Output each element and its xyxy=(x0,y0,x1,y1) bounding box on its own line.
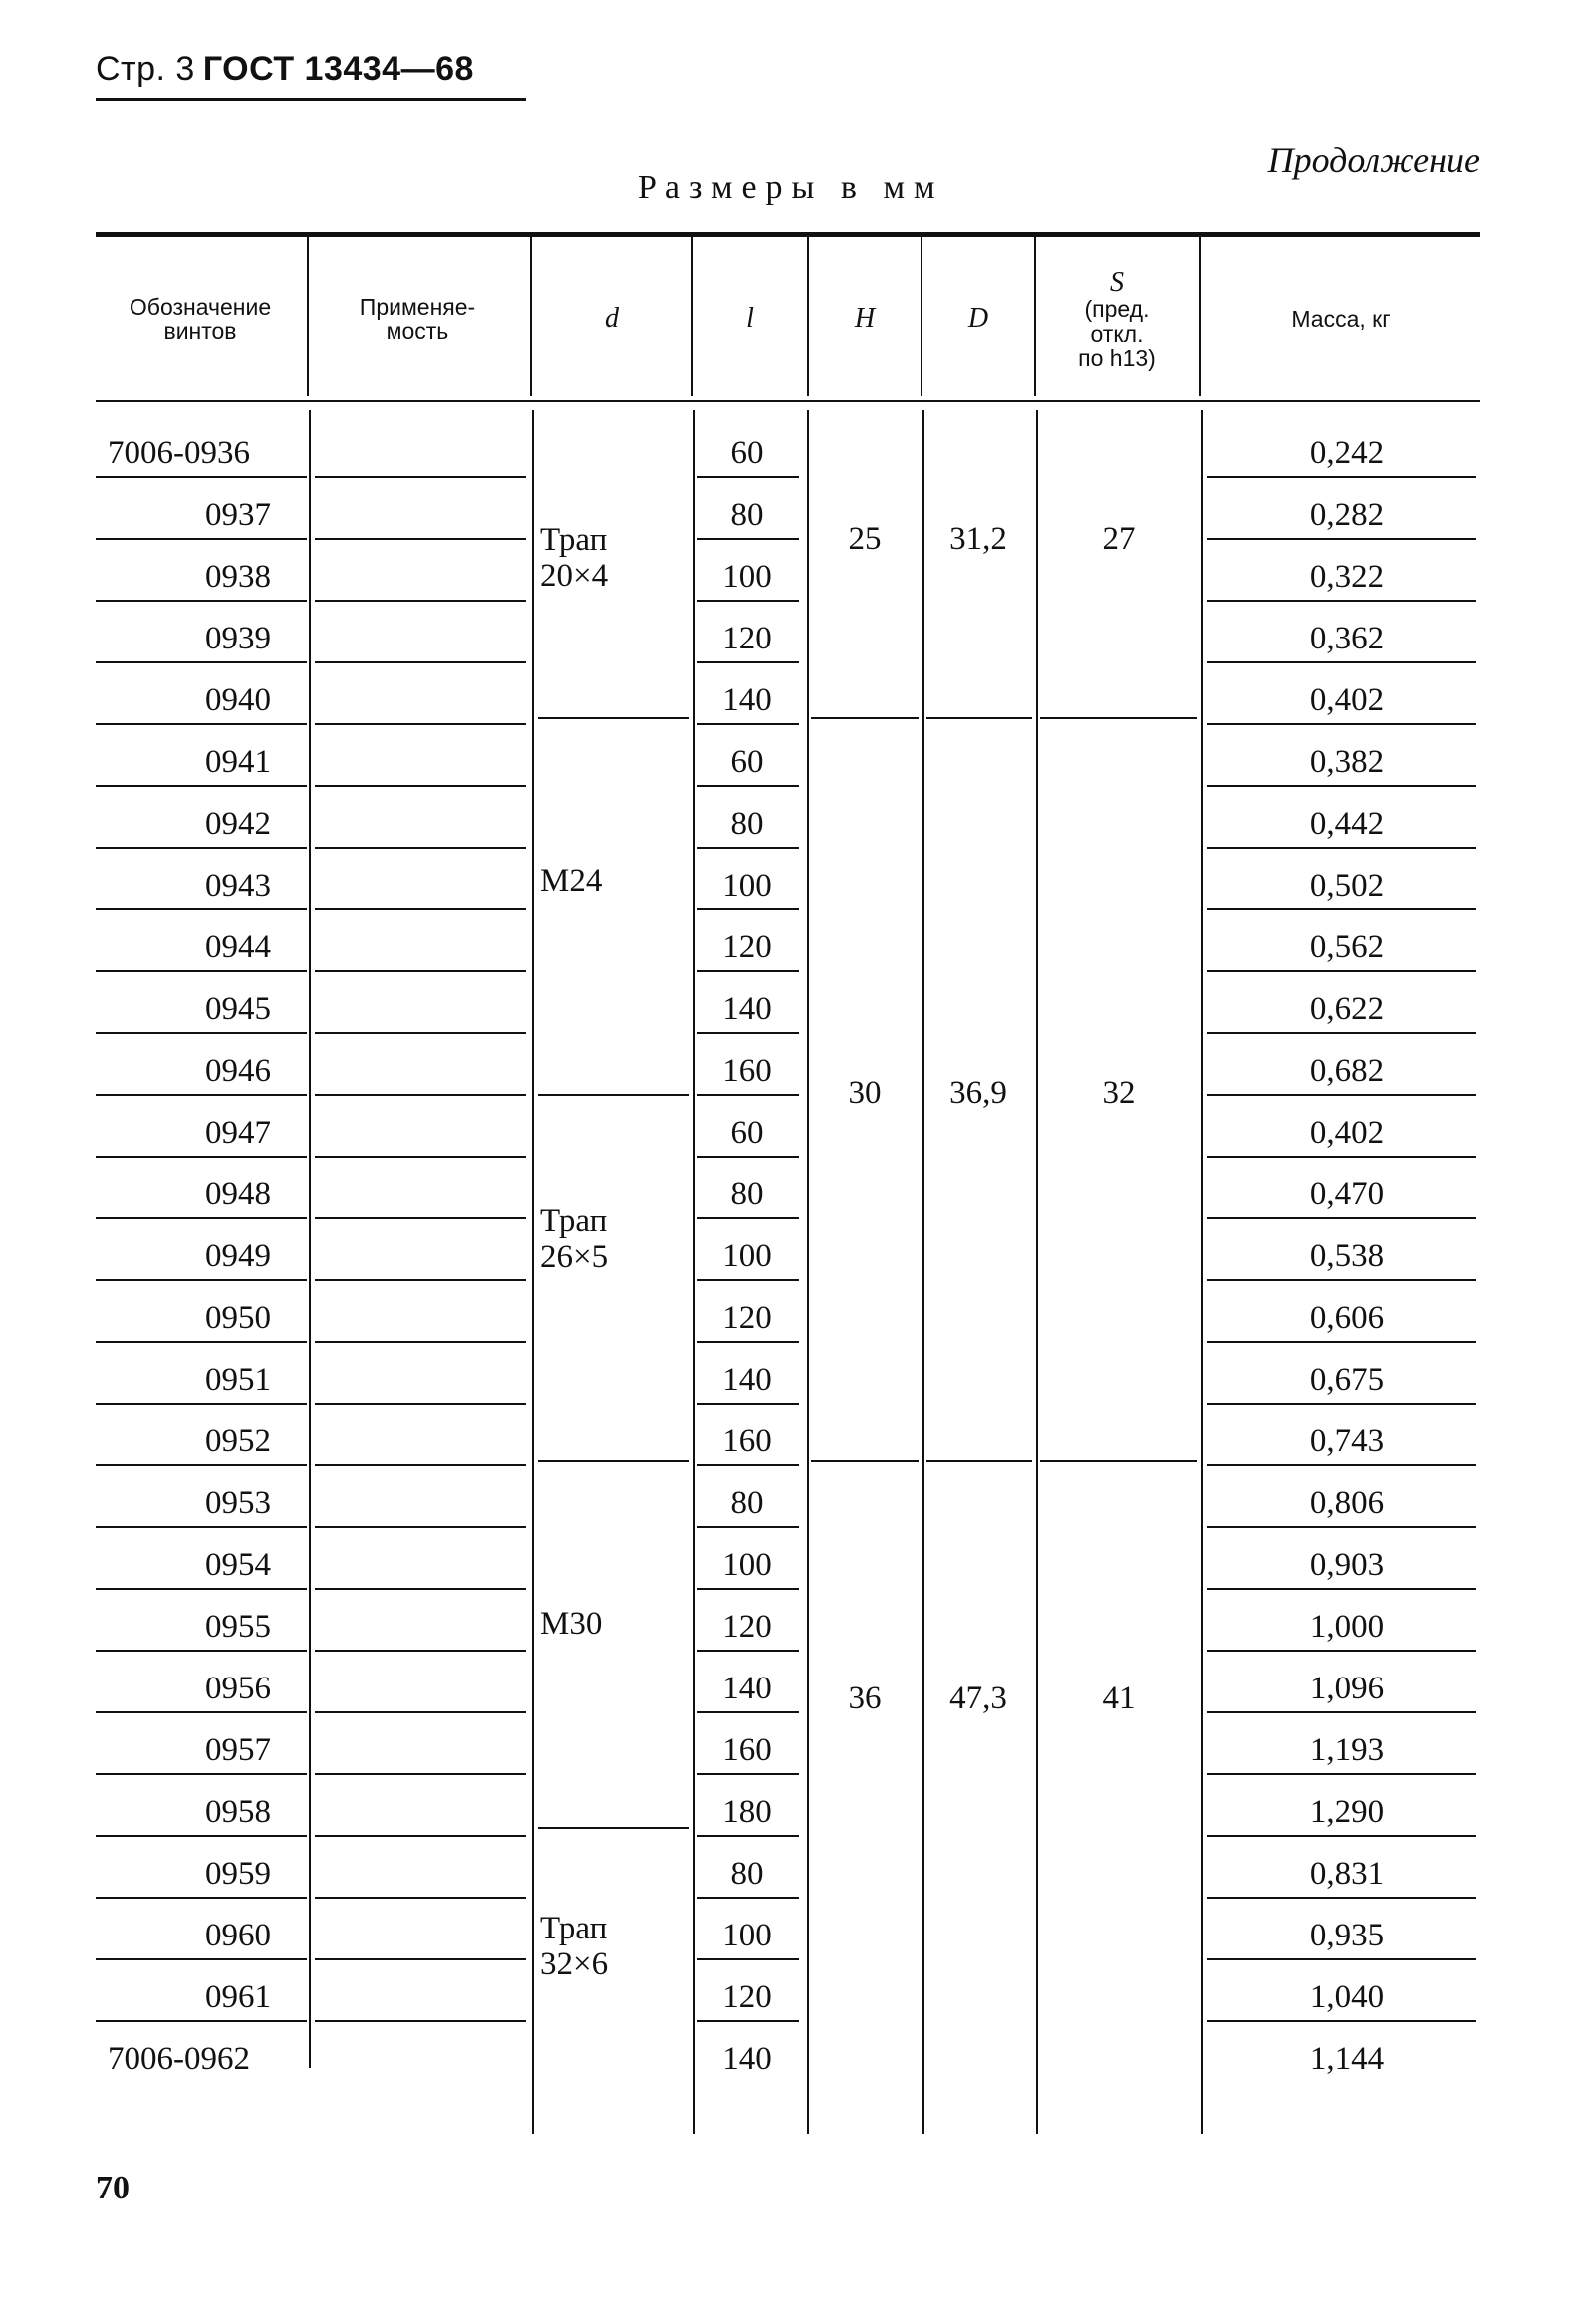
length-cell: 140 xyxy=(722,1362,772,1398)
mass-cell: 0,402 xyxy=(1309,1115,1385,1151)
row-rule xyxy=(1207,785,1476,787)
row-rule xyxy=(697,847,799,849)
row-rule xyxy=(697,785,799,787)
row-rule xyxy=(697,1094,799,1096)
row-rule xyxy=(697,1835,799,1837)
table-row xyxy=(0,608,1580,669)
mass-cell: 0,675 xyxy=(1309,1362,1385,1398)
table-row xyxy=(0,669,1580,731)
row-rule xyxy=(697,1958,799,1960)
mass-cell: 0,322 xyxy=(1309,559,1385,595)
length-cell: 120 xyxy=(722,929,772,965)
row-rule xyxy=(1207,908,1476,910)
row-rule xyxy=(697,1341,799,1343)
row-rule xyxy=(96,1032,307,1034)
row-rule xyxy=(315,1217,526,1219)
table-row xyxy=(0,1781,1580,1843)
col-sep xyxy=(921,237,922,396)
col-sep xyxy=(807,237,809,396)
h-value: 30 xyxy=(848,1075,882,1111)
header-S: S (пред. откл. по h13) xyxy=(1078,267,1156,371)
row-rule xyxy=(315,1650,526,1652)
mass-cell: 0,682 xyxy=(1309,1053,1385,1089)
mass-cell: 0,442 xyxy=(1309,806,1385,842)
row-rule xyxy=(1207,1526,1476,1528)
row-rule xyxy=(1207,476,1476,478)
row-rule xyxy=(96,476,307,478)
d-group: М24 xyxy=(540,863,603,899)
mass-cell: 1,000 xyxy=(1309,1609,1385,1645)
length-cell: 140 xyxy=(722,2041,772,2077)
header-D: D xyxy=(967,303,989,335)
mass-cell: 0,502 xyxy=(1309,868,1385,904)
row-rule xyxy=(1207,1341,1476,1343)
table-row xyxy=(0,978,1580,1040)
mass-cell: 0,806 xyxy=(1309,1485,1385,1521)
row-rule xyxy=(1207,1217,1476,1219)
designation-cell: 0941 xyxy=(205,744,271,780)
row-rule xyxy=(315,723,526,725)
row-rule xyxy=(315,600,526,602)
row-rule xyxy=(315,1094,526,1096)
row-rule xyxy=(697,1897,799,1899)
units-caption: Размеры в мм xyxy=(638,169,944,206)
designation-cell: 0946 xyxy=(205,1053,271,1089)
row-rule xyxy=(1207,1711,1476,1713)
mass-cell: 0,282 xyxy=(1309,497,1385,533)
table-row xyxy=(0,793,1580,855)
row-rule xyxy=(96,1156,307,1158)
header-bottom-rule xyxy=(96,400,1480,402)
h-value: 36 xyxy=(848,1680,882,1716)
mass-cell: 1,096 xyxy=(1309,1671,1385,1706)
d-group: Трап 32×6 xyxy=(540,1911,609,1982)
row-rule xyxy=(1207,847,1476,849)
table-row xyxy=(0,1966,1580,2028)
mass-cell: 1,290 xyxy=(1309,1794,1385,1830)
col-sep xyxy=(1199,237,1201,396)
length-cell: 100 xyxy=(722,868,772,904)
row-rule xyxy=(315,1835,526,1837)
row-rule xyxy=(96,661,307,663)
standard-number: ГОСТ 13434—68 xyxy=(202,50,474,88)
row-rule xyxy=(1207,2020,1476,2022)
row-rule xyxy=(96,1773,307,1775)
length-cell: 120 xyxy=(722,1300,772,1336)
header-H: H xyxy=(854,303,876,335)
row-rule xyxy=(96,1217,307,1219)
table-top-rule xyxy=(96,232,1480,237)
row-rule xyxy=(697,1526,799,1528)
table-row xyxy=(0,1287,1580,1349)
row-rule xyxy=(697,1032,799,1034)
row-rule xyxy=(315,2020,526,2022)
row-rule xyxy=(1207,1403,1476,1405)
row-rule xyxy=(697,1403,799,1405)
row-rule xyxy=(96,538,307,540)
row-rule xyxy=(96,2020,307,2022)
d-value: 31,2 xyxy=(949,521,1007,557)
row-rule xyxy=(697,1279,799,1281)
table-row xyxy=(0,916,1580,978)
table-row xyxy=(0,1040,1580,1102)
row-rule xyxy=(1207,1897,1476,1899)
h-value: 25 xyxy=(848,521,882,557)
designation-cell: 0960 xyxy=(205,1918,271,1953)
row-rule xyxy=(96,1341,307,1343)
length-cell: 160 xyxy=(722,1732,772,1768)
col-sep xyxy=(1034,237,1036,396)
header-mass: Масса, кг xyxy=(1291,305,1391,332)
row-rule xyxy=(96,600,307,602)
row-rule xyxy=(697,1464,799,1466)
header-d: d xyxy=(605,303,619,335)
table-row xyxy=(0,731,1580,793)
table-row xyxy=(0,1349,1580,1411)
header-designation: Обозначение винтов xyxy=(129,293,272,344)
row-rule xyxy=(1207,1156,1476,1158)
designation-cell: 0938 xyxy=(205,559,271,595)
length-cell: 100 xyxy=(722,1918,772,1953)
col-sep xyxy=(307,237,309,396)
table-row xyxy=(0,1843,1580,1905)
length-cell: 80 xyxy=(730,1485,764,1521)
row-rule xyxy=(315,785,526,787)
row-rule xyxy=(315,538,526,540)
row-rule xyxy=(1207,970,1476,972)
designation-cell: 0954 xyxy=(205,1547,271,1583)
row-rule xyxy=(315,847,526,849)
length-cell: 100 xyxy=(722,1238,772,1274)
designation-cell: 0940 xyxy=(205,682,271,718)
running-head-rule xyxy=(96,98,526,101)
row-rule xyxy=(315,1773,526,1775)
row-rule xyxy=(315,661,526,663)
table-row xyxy=(0,1163,1580,1225)
designation-cell: 0951 xyxy=(205,1362,271,1398)
row-rule xyxy=(315,476,526,478)
length-cell: 120 xyxy=(722,621,772,656)
d-value: 36,9 xyxy=(949,1075,1007,1111)
row-rule xyxy=(96,1464,307,1466)
row-rule xyxy=(1207,1773,1476,1775)
designation-cell: 0961 xyxy=(205,1979,271,2015)
row-rule xyxy=(1207,723,1476,725)
length-cell: 80 xyxy=(730,1176,764,1212)
designation-cell: 0942 xyxy=(205,806,271,842)
mass-cell: 1,144 xyxy=(1309,2041,1385,2077)
row-rule xyxy=(315,1711,526,1713)
table-row xyxy=(0,855,1580,916)
row-rule xyxy=(1207,538,1476,540)
row-rule xyxy=(697,1217,799,1219)
row-rule xyxy=(1207,1032,1476,1034)
row-rule xyxy=(96,1403,307,1405)
row-rule xyxy=(96,785,307,787)
row-rule xyxy=(315,1958,526,1960)
length-cell: 160 xyxy=(722,1423,772,1459)
row-rule xyxy=(1207,1588,1476,1590)
row-rule xyxy=(315,908,526,910)
table-row xyxy=(0,1658,1580,1719)
table-row xyxy=(0,1719,1580,1781)
row-rule xyxy=(1207,1835,1476,1837)
designation-cell: 0953 xyxy=(205,1485,271,1521)
header-applicability: Применяе- мость xyxy=(359,293,476,344)
row-rule xyxy=(315,1464,526,1466)
table-row xyxy=(0,546,1580,608)
row-rule xyxy=(697,538,799,540)
row-rule xyxy=(315,1897,526,1899)
mass-cell: 0,470 xyxy=(1309,1176,1385,1212)
row-rule xyxy=(1207,1650,1476,1652)
designation-cell: 0939 xyxy=(205,621,271,656)
row-rule xyxy=(697,723,799,725)
s-value: 27 xyxy=(1102,521,1136,557)
designation-cell: 0943 xyxy=(205,868,271,904)
table-row xyxy=(0,1102,1580,1163)
table-row xyxy=(0,2028,1580,2090)
row-rule xyxy=(96,1588,307,1590)
row-rule xyxy=(96,1897,307,1899)
mass-cell: 0,743 xyxy=(1309,1423,1385,1459)
row-rule xyxy=(315,1032,526,1034)
continuation-label: Продолжение xyxy=(1267,140,1480,180)
length-cell: 80 xyxy=(730,806,764,842)
designation-cell: 0949 xyxy=(205,1238,271,1274)
row-rule xyxy=(697,600,799,602)
designation-cell: 0956 xyxy=(205,1671,271,1706)
length-cell: 60 xyxy=(730,744,764,780)
row-rule xyxy=(1207,1464,1476,1466)
length-cell: 180 xyxy=(722,1794,772,1830)
row-rule xyxy=(697,1588,799,1590)
designation-cell: 0948 xyxy=(205,1176,271,1212)
length-cell: 120 xyxy=(722,1979,772,2015)
mass-cell: 1,040 xyxy=(1309,1979,1385,2015)
page-number: 70 xyxy=(96,2170,130,2206)
table-row xyxy=(0,1225,1580,1287)
table-row xyxy=(0,484,1580,546)
mass-cell: 0,538 xyxy=(1309,1238,1385,1274)
designation-cell: 7006-0962 xyxy=(108,2041,250,2077)
row-rule xyxy=(697,908,799,910)
row-rule xyxy=(315,1588,526,1590)
d-group: М30 xyxy=(540,1606,603,1642)
row-rule xyxy=(1207,600,1476,602)
row-rule xyxy=(697,970,799,972)
designation-cell: 0950 xyxy=(205,1300,271,1336)
designation-cell: 0955 xyxy=(205,1609,271,1645)
row-rule xyxy=(315,1341,526,1343)
mass-cell: 0,562 xyxy=(1309,929,1385,965)
mass-cell: 0,831 xyxy=(1309,1856,1385,1892)
row-rule xyxy=(697,1650,799,1652)
row-rule xyxy=(315,1279,526,1281)
mass-cell: 0,382 xyxy=(1309,744,1385,780)
page-label: Стр. 3 xyxy=(96,50,195,88)
mass-cell: 0,622 xyxy=(1309,991,1385,1027)
mass-cell: 0,402 xyxy=(1309,682,1385,718)
col-sep xyxy=(530,237,532,396)
designation-cell: 0958 xyxy=(205,1794,271,1830)
table-row xyxy=(0,1472,1580,1534)
mass-cell: 0,242 xyxy=(1309,435,1385,471)
row-rule xyxy=(315,1403,526,1405)
row-rule xyxy=(1207,661,1476,663)
designation-cell: 7006-0936 xyxy=(108,435,250,471)
designation-cell: 0947 xyxy=(205,1115,271,1151)
table-row xyxy=(0,1411,1580,1472)
table-row xyxy=(0,1534,1580,1596)
row-rule xyxy=(697,2020,799,2022)
mass-cell: 0,935 xyxy=(1309,1918,1385,1953)
length-cell: 160 xyxy=(722,1053,772,1089)
col-sep xyxy=(691,237,693,396)
row-rule xyxy=(315,970,526,972)
row-rule xyxy=(96,1650,307,1652)
d-group: Трап 20×4 xyxy=(540,522,609,594)
row-rule xyxy=(96,1711,307,1713)
length-cell: 140 xyxy=(722,1671,772,1706)
row-rule xyxy=(1207,1958,1476,1960)
mass-cell: 0,903 xyxy=(1309,1547,1385,1583)
s-value: 32 xyxy=(1102,1075,1136,1111)
length-cell: 60 xyxy=(730,1115,764,1151)
mass-cell: 0,362 xyxy=(1309,621,1385,656)
designation-cell: 0952 xyxy=(205,1423,271,1459)
designation-cell: 0944 xyxy=(205,929,271,965)
table-row xyxy=(0,422,1580,484)
table-row xyxy=(0,1905,1580,1966)
length-cell: 60 xyxy=(730,435,764,471)
row-rule xyxy=(697,1773,799,1775)
row-rule xyxy=(315,1526,526,1528)
row-rule xyxy=(96,1958,307,1960)
table-row xyxy=(0,1596,1580,1658)
row-rule xyxy=(96,723,307,725)
length-cell: 100 xyxy=(722,1547,772,1583)
row-rule xyxy=(697,1711,799,1713)
row-rule xyxy=(96,847,307,849)
designation-cell: 0959 xyxy=(205,1856,271,1892)
mass-cell: 0,606 xyxy=(1309,1300,1385,1336)
row-rule xyxy=(96,908,307,910)
designation-cell: 0937 xyxy=(205,497,271,533)
designation-cell: 0957 xyxy=(205,1732,271,1768)
row-rule xyxy=(697,476,799,478)
d-group: Трап 26×5 xyxy=(540,1203,609,1275)
row-rule xyxy=(1207,1279,1476,1281)
row-rule xyxy=(1207,1094,1476,1096)
length-cell: 100 xyxy=(722,559,772,595)
length-cell: 140 xyxy=(722,991,772,1027)
length-cell: 140 xyxy=(722,682,772,718)
row-rule xyxy=(96,1094,307,1096)
d-value: 47,3 xyxy=(949,1680,1007,1716)
length-cell: 120 xyxy=(722,1609,772,1645)
row-rule xyxy=(96,970,307,972)
row-rule xyxy=(697,661,799,663)
mass-cell: 1,193 xyxy=(1309,1732,1385,1768)
row-rule xyxy=(697,1156,799,1158)
header-l: l xyxy=(746,303,754,335)
running-head xyxy=(96,50,474,89)
row-rule xyxy=(96,1526,307,1528)
length-cell: 80 xyxy=(730,1856,764,1892)
row-rule xyxy=(315,1156,526,1158)
designation-cell: 0945 xyxy=(205,991,271,1027)
row-rule xyxy=(96,1279,307,1281)
row-rule xyxy=(96,1835,307,1837)
s-value: 41 xyxy=(1102,1680,1136,1716)
length-cell: 80 xyxy=(730,497,764,533)
